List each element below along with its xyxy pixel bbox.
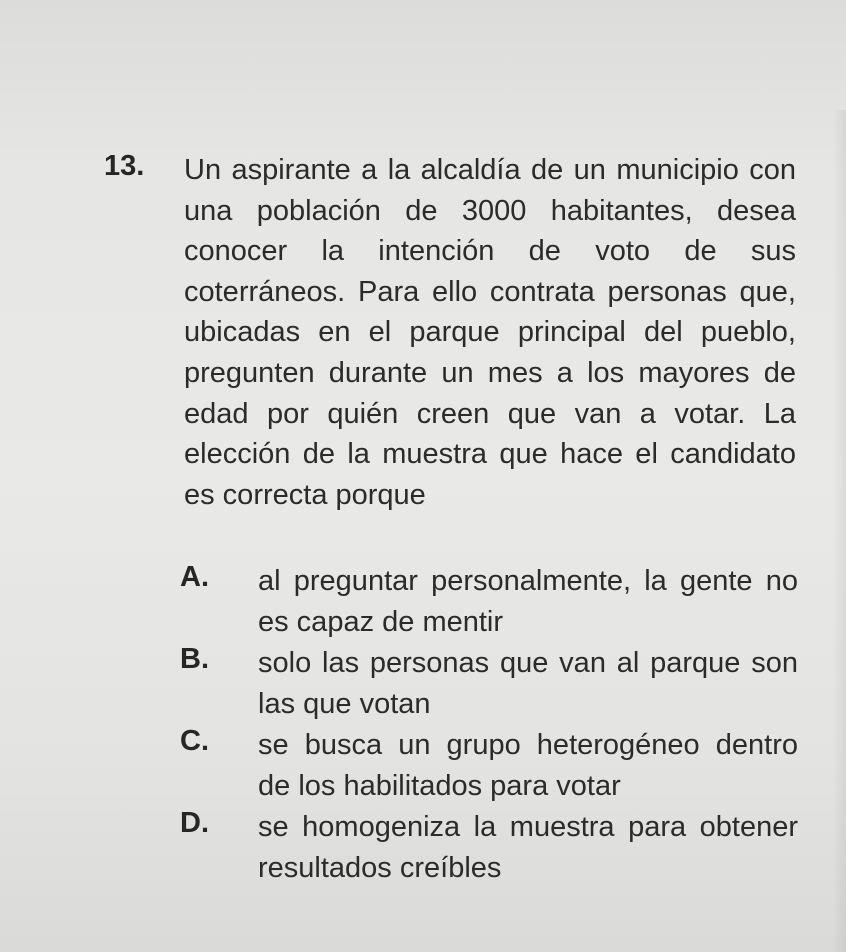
option-c[interactable] bbox=[180, 725, 798, 807]
option-text: solo las personas que van al parque son las que votan bbox=[258, 647, 798, 720]
option-text: se busca un grupo heterogéneo dentro de los habilitados para votar bbox=[258, 729, 798, 802]
option-a[interactable] bbox=[180, 561, 798, 643]
option-letter: A. bbox=[180, 561, 209, 593]
option-b[interactable] bbox=[180, 643, 798, 725]
option-letter: D. bbox=[180, 807, 209, 839]
option-text: se homogeniza la muestra para obtener resultados creíbles bbox=[258, 811, 798, 884]
page-edge-shadow bbox=[832, 110, 846, 952]
option-d[interactable] bbox=[180, 807, 798, 889]
question-stem: Un aspirante a la alcaldía de un municipio con una población de 3000 habitantes, desea conocer la intención de voto de sus coterráneos. Para ello contrata personas que, ubicadas en el parque principal del pueblo, pregunten durante un mes a los mayores de edad por quién creen que van a votar. La elección de la muestra que hace el candidato es correcta porque bbox=[184, 154, 796, 511]
option-text: al preguntar personalmente, la gente no es capaz de mentir bbox=[258, 565, 798, 638]
answer-options bbox=[180, 561, 798, 889]
question-number: 13. bbox=[104, 150, 145, 182]
option-letter: B. bbox=[180, 643, 209, 675]
option-letter: C. bbox=[180, 725, 209, 757]
